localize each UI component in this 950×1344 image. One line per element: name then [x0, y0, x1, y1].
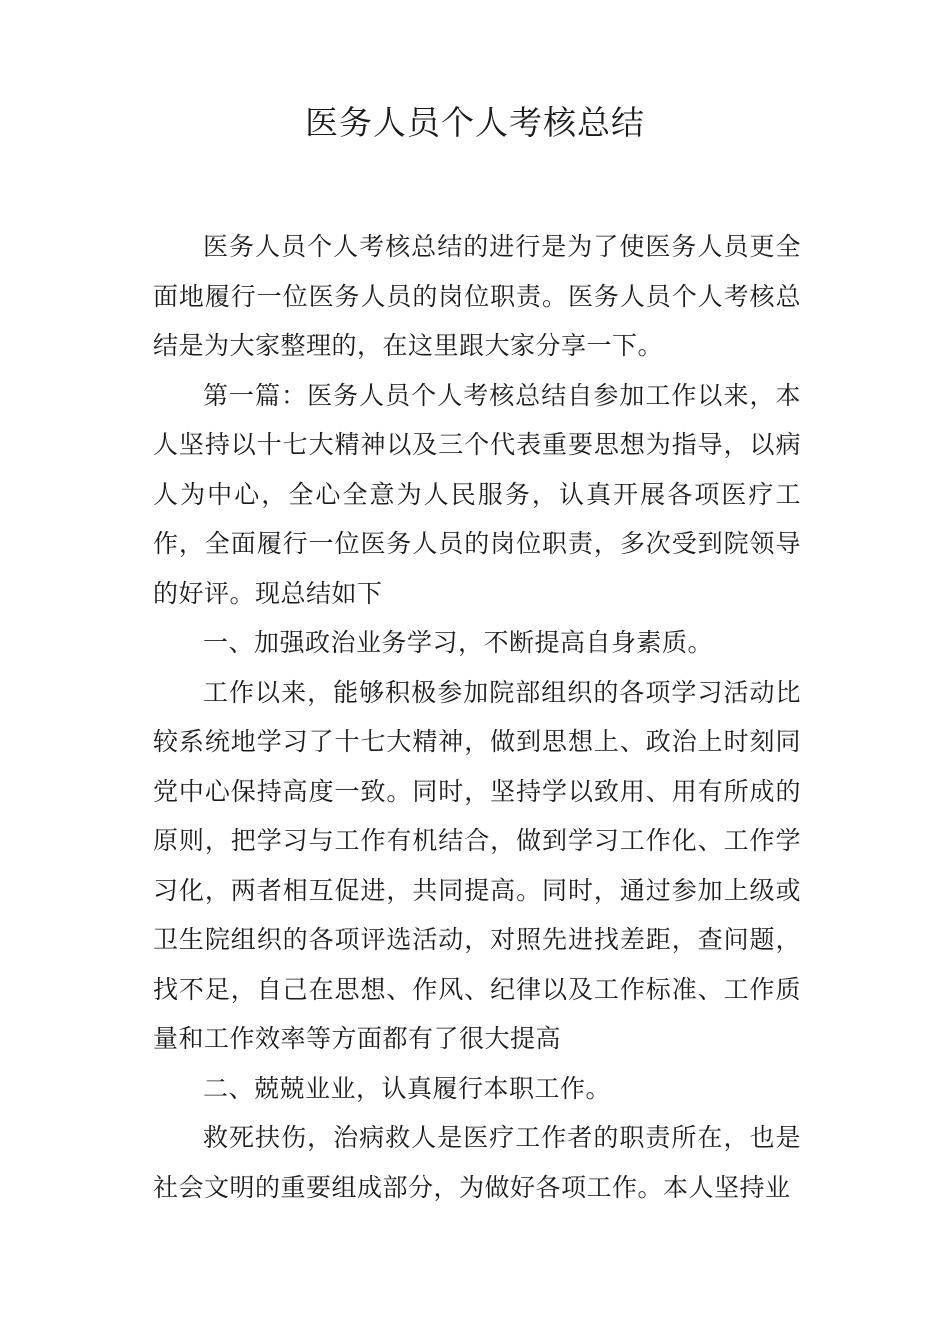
paragraph-chapter-one: 第一篇：医务人员个人考核总结自参加工作以来，本人坚持以十七大精神以及三个代表重要思想为指导，以病人为中心，全心全意为人民服务，认真开展各项医疗工作，全面履行一位医务人员的岗位职责，多次受到院领导的好评。现总结如下	[153, 380, 801, 608]
paragraph-study: 工作以来，能够积极参加院部组织的各项学习活动比较系统地学习了十七大精神，做到思想上、政治上时刻同党中心保持高度一致。同时，坚持学以致用、用有所成的原则，把学习与工作有机结合，做到学习工作化、工作学习化，两者相互促进，共同提高。同时，通过参加上级或卫生院组织的各项评选活动，对照先进找差距，查问题，找不足，自己在思想、作风、纪律以及工作标准、工作质量和工作效率等方面都有了很大提高	[153, 677, 801, 1053]
paragraph-duty: 救死扶伤，治病救人是医疗工作者的职责所在，也是社会文明的重要组成部分，为做好各项工作。本人坚持业	[153, 1123, 801, 1202]
document-title: 医务人员个人考核总结	[305, 103, 645, 142]
section-heading-two: 二、兢兢业业，认真履行本职工作。	[203, 1073, 612, 1103]
paragraph-intro: 医务人员个人考核总结的进行是为了使医务人员更全面地履行一位医务人员的岗位职责。医务人员个人考核总结是为大家整理的，在这里跟大家分享一下。	[153, 232, 801, 360]
section-heading-one: 一、加强政治业务学习，不断提高自身素质。	[203, 628, 714, 657]
document-body	[153, 222, 801, 1212]
